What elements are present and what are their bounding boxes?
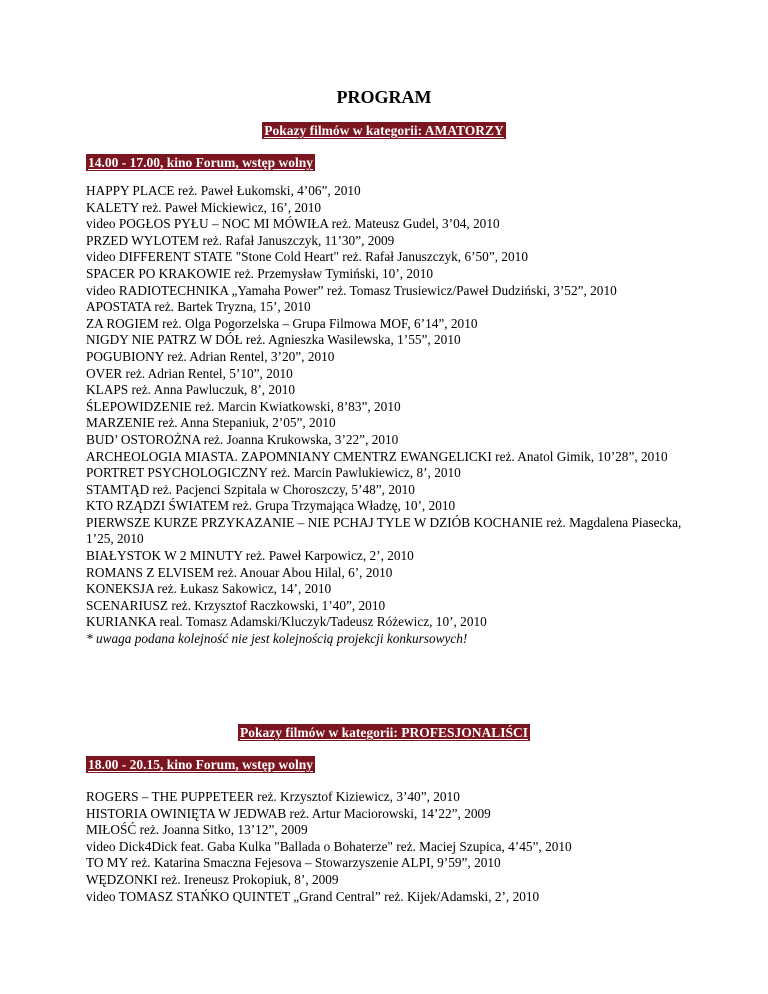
film-entry: ZA ROGIEM reż. Olga Pogorzelska – Grupa Filmowa MOF, 6’14”, 2010 [86,315,478,331]
film-entry: WĘDZONKI reż. Ireneusz Prokopiuk, 8’, 2009 [86,871,339,887]
amateurs-category-row [0,122,768,140]
film-entry: ARCHEOLOGIA MIASTA. ZAPOMNIANY CMENTRZ EWANGELICKI reż. Anatol Gimik, 10’28”, 2010 [86,448,668,464]
professionals-time-banner: 18.00 - 20.15, kino Forum, wstęp wolny [88,757,314,772]
film-entry: video DIFFERENT STATE "Stone Cold Heart" reż. Rafał Januszczyk, 6’50”, 2010 [86,249,528,265]
film-entry: POGUBIONY reż. Adrian Rentel, 3’20”, 2010 [86,348,335,364]
film-entry: video POGŁOS PYŁU – NOC MI MÓWIŁA reż. Mateusz Gudel, 3’04, 2010 [86,216,500,232]
film-entry: MARZENIE reż. Anna Stepaniuk, 2’05”, 2010 [86,415,336,431]
film-entry: KLAPS reż. Anna Pawluczuk, 8’, 2010 [86,382,296,398]
film-entry: HISTORIA OWINIĘTA W JEDWAB reż. Artur Maciorowski, 14’22”, 2009 [86,805,491,821]
film-entry: KONEKSJA reż. Łukasz Sakowicz, 14’, 2010 [86,581,332,597]
film-entry: video RADIOTECHNIKA „Yamaha Power” reż. Tomasz Trusiewicz/Paweł Dudziński, 3’52”, 2010 [86,282,617,298]
amateurs-category-banner: Pokazy filmów w kategorii: AMATORZY [264,123,504,138]
amateurs-time-row [86,154,315,172]
amateurs-film-list [86,183,686,648]
film-entry: PORTRET PSYCHOLOGICZNY reż. Marcin Pawlukiewicz, 8’, 2010 [86,465,461,481]
professionals-category-banner: Pokazy filmów w kategorii: PROFESJONALIŚCI [240,725,528,740]
professionals-time-row [86,756,315,774]
film-entry: NIGDY NIE PATRZ W DÓŁ reż. Agnieszka Wasilewska, 1’55”, 2010 [86,332,461,348]
film-entry: ŚLEPOWIDZENIE reż. Marcin Kwiatkowski, 8’83”, 2010 [86,398,401,414]
film-entry: ROMANS Z ELVISEM reż. Anouar Abou Hilal, 6’, 2010 [86,564,393,580]
film-entry: SPACER PO KRAKOWIE reż. Przemysław Tymiński, 10’, 2010 [86,265,433,281]
film-entry: PRZED WYLOTEM reż. Rafał Januszczyk, 11’30”, 2009 [86,232,395,248]
film-entry: KTO RZĄDZI ŚWIATEM reż. Grupa Trzymająca Władzę, 10’, 2010 [86,498,456,514]
film-entry: ROGERS – THE PUPPETEER reż. Krzysztof Kiziewicz, 3’40”, 2010 [86,789,460,804]
film-entry: video TOMASZ STAŃKO QUINTET „Grand Central” reż. Kijek/Adamski, 2’, 2010 [86,888,540,904]
film-entry: BIAŁYSTOK W 2 MINUTY reż. Paweł Karpowicz, 2’, 2010 [86,548,414,564]
page-title: PROGRAM [336,87,432,107]
film-entry: BUD’ OSTOROŻNA reż. Joanna Krukowska, 3’22”, 2010 [86,431,399,447]
film-entry: SCENARIUSZ reż. Krzysztof Raczkowski, 1’40”, 2010 [86,597,386,613]
film-entry: KALETY reż. Paweł Mickiewicz, 16’, 2010 [86,199,322,215]
film-entry: OVER reż. Adrian Rentel, 5’10”, 2010 [86,365,293,381]
amateurs-time-banner: 14.00 - 17.00, kino Forum, wstęp wolny [88,155,314,170]
film-entry: video Dick4Dick feat. Gaba Kulka "Ballada o Bohaterze" reż. Maciej Szupica, 4’45”, 2010 [86,838,572,854]
film-entry: APOSTATA reż. Bartek Tryzna, 15’, 2010 [86,299,311,315]
professionals-category-row [0,724,768,742]
film-entry: STAMTĄD reż. Pacjenci Szpitala w Choroszczy, 5’48”, 2010 [86,481,415,497]
order-note: * uwaga podana kolejność nie jest kolejnością projekcji konkursowych! [86,631,468,647]
film-entry: TO MY reż. Katarina Smaczna Fejesova – Stowarzyszenie ALPI, 9’59”, 2010 [86,855,501,871]
film-entry: KURIANKA real. Tomasz Adamski/Kluczyk/Tadeusz Różewicz, 10’, 2010 [86,614,487,630]
film-entry: HAPPY PLACE reż. Paweł Łukomski, 4’06”, 2010 [86,183,361,198]
film-entry: PIERWSZE KURZE PRZYKAZANIE – NIE PCHAJ TYLE W DZIÓB KOCHANIE reż. Magdalena Piasecka, 1’25, 2010 [86,514,682,547]
professionals-film-list [86,789,686,905]
film-entry: MIŁOŚĆ reż. Joanna Sitko, 13’12”, 2009 [86,822,308,838]
